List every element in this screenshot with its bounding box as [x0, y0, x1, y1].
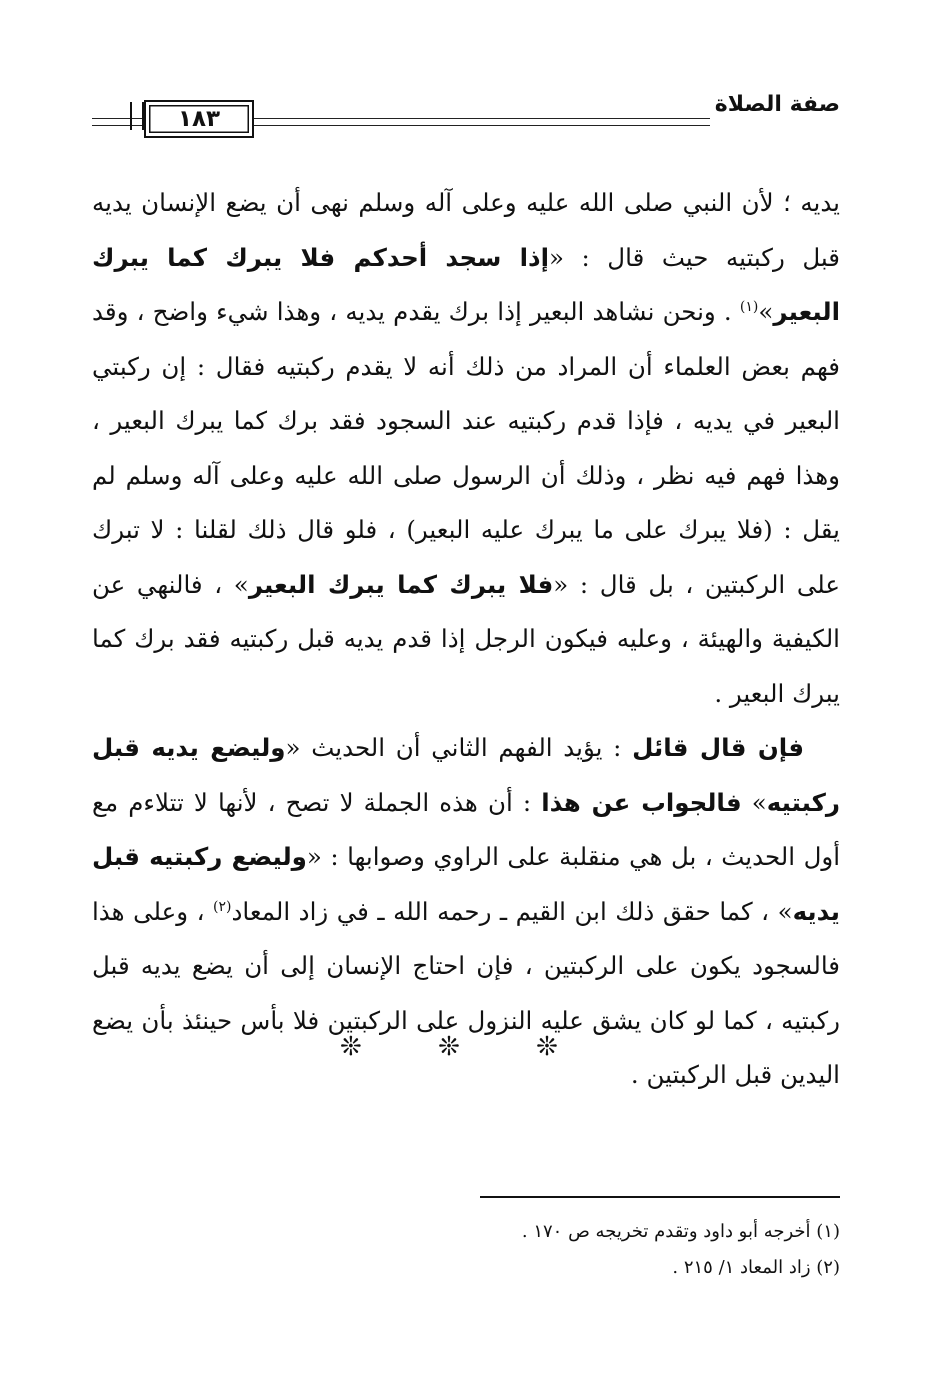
main-text — [92, 176, 840, 1103]
text-segment: » — [741, 787, 767, 817]
hadith-quote: إذا سجد أحدكم فلا يبرك كما يبرك البعير — [92, 242, 840, 326]
text-segment: يديه ؛ لأن النبي صلى الله عليه وعلى آله وسلم نهى أن يضع الإنسان يديه قبل ركبتيه حيث قال : « — [92, 188, 840, 272]
objection-label: فإن قال قائل — [632, 733, 804, 762]
footnote-ref-2: (٢) — [213, 898, 232, 915]
hadith-quote: فلا يبرك كما يبرك البعير — [248, 569, 554, 599]
text-segment: » ، فالنهي عن الكيفية والهيئة ، وعليه فيكون الرجل إذا قدم يديه قبل ركبتيه فقد برك كما يبرك البعير . — [92, 569, 840, 708]
text-segment: : أن هذه الجملة لا تصح ، لأنها لا تتلاءم مع أول الحديث ، بل هي منقلبة على الراوي وصوابها : « — [92, 787, 841, 871]
text-segment: : يؤيد الفهم الثاني أن الحديث « — [285, 733, 633, 762]
footnote-2: (٢) زاد المعاد ١/ ٢١٥ . — [672, 1257, 840, 1278]
answer-label: فالجواب عن هذا — [541, 787, 742, 817]
hadith-quote: وليضع ركبتيه قبل يديه — [92, 842, 840, 926]
hadith-quote: وليضع يديه قبل ركبتيه — [92, 733, 840, 817]
text-segment: . ونحن نشاهد البعير إذا برك يقدم يديه ، وهذا شيء واضح ، وقد فهم بعض العلماء أن المراد من ذلك أنه لا يقدم ركبتيه فقال : إن ركبتي البعير في يديه ، فإذا قدم ركبتيه عند السجود فقد برك كما يبرك البعير ، وهذا فهم فيه نظر ، وذلك أن الرسول صلى الله عليه وعلى آله وسلم لم يقل : (فلا يبرك على ما يبرك عليه البعير) ، فلو قال ذلك لقلنا : لا تبرك على الركبتين ، بل قال : « — [92, 297, 840, 599]
page-header — [92, 92, 840, 140]
text-segment: ، وعلى هذا فالسجود يكون على الركبتين ، فإن احتاج الإنسان إلى أن يضع يديه قبل ركبتيه ، كما لو كان يشق عليه النزول على الركبتين فلا بأس حينئذ بأن يضع اليدين قبل الركبتين . — [92, 896, 840, 1089]
footnotes — [440, 1214, 840, 1286]
footnote-ref-1: (١) — [739, 298, 759, 315]
text-segment: » — [758, 297, 774, 326]
page-number-box-ornament — [130, 102, 144, 130]
section-separator: ❊ ❊ ❊ — [340, 1032, 592, 1062]
running-title: صفة الصلاة — [700, 92, 840, 117]
text-segment: » ، كما حقق ذلك ابن القيم ـ رحمه الله ـ في زاد المعاد — [231, 896, 793, 926]
paragraph-1 — [92, 176, 840, 721]
footnote-rule — [480, 1196, 840, 1198]
footnote-1: (١) أخرجه أبو داود وتقدم تخريجه ص ١٧٠ . — [521, 1221, 840, 1242]
page-number: ١٨٣ — [144, 100, 254, 138]
